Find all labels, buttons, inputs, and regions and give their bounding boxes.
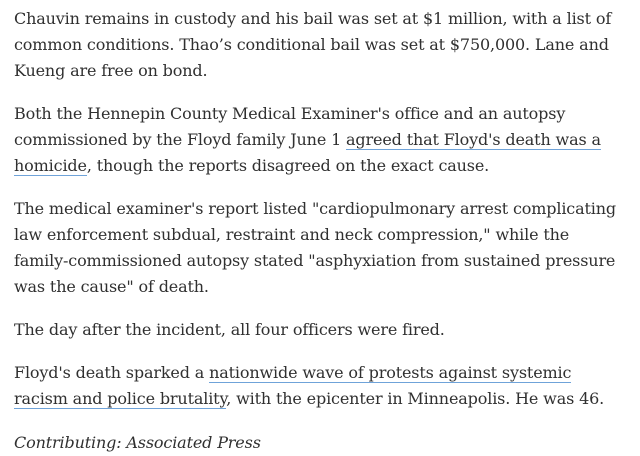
paragraph-bail: Chauvin remains in custody and his bail was set at $1 million, with a list of common conditions. Thao’s conditional bail was set at $750,000. Lane and Kueng are free on bond. (14, 9, 612, 80)
paragraph-autopsy-text-after: , though the reports disagreed on the exact cause. (86, 156, 490, 175)
paragraph-report: The medical examiner's report listed "cardiopulmonary arrest complicating law enforcement subdual, restraint and neck compression," while the family-commissioned autopsy stated "asphyxiation from sustained pressure was the cause" of death. (14, 199, 617, 296)
paragraph-fired: The day after the incident, all four officers were fired. (14, 320, 445, 339)
paragraph-protests-text-after: , with the epicenter in Minneapolis. He was 46. (226, 389, 605, 408)
homicide-link[interactable]: agreed that Floyd's death was a homicide (14, 130, 601, 175)
contributing-credit: Contributing: Associated Press (14, 433, 261, 452)
paragraph-autopsy-text-before: Both the Hennepin County Medical Examiner's office and an autopsy commissioned by the Floyd family June 1 (14, 104, 566, 149)
protests-link[interactable]: nationwide wave of protests against systemic racism and police brutality (14, 363, 572, 408)
paragraph-protests-text-before: Floyd's death sparked a (14, 363, 210, 382)
paragraph-autopsy (14, 101, 628, 179)
paragraph-protests (14, 360, 628, 412)
